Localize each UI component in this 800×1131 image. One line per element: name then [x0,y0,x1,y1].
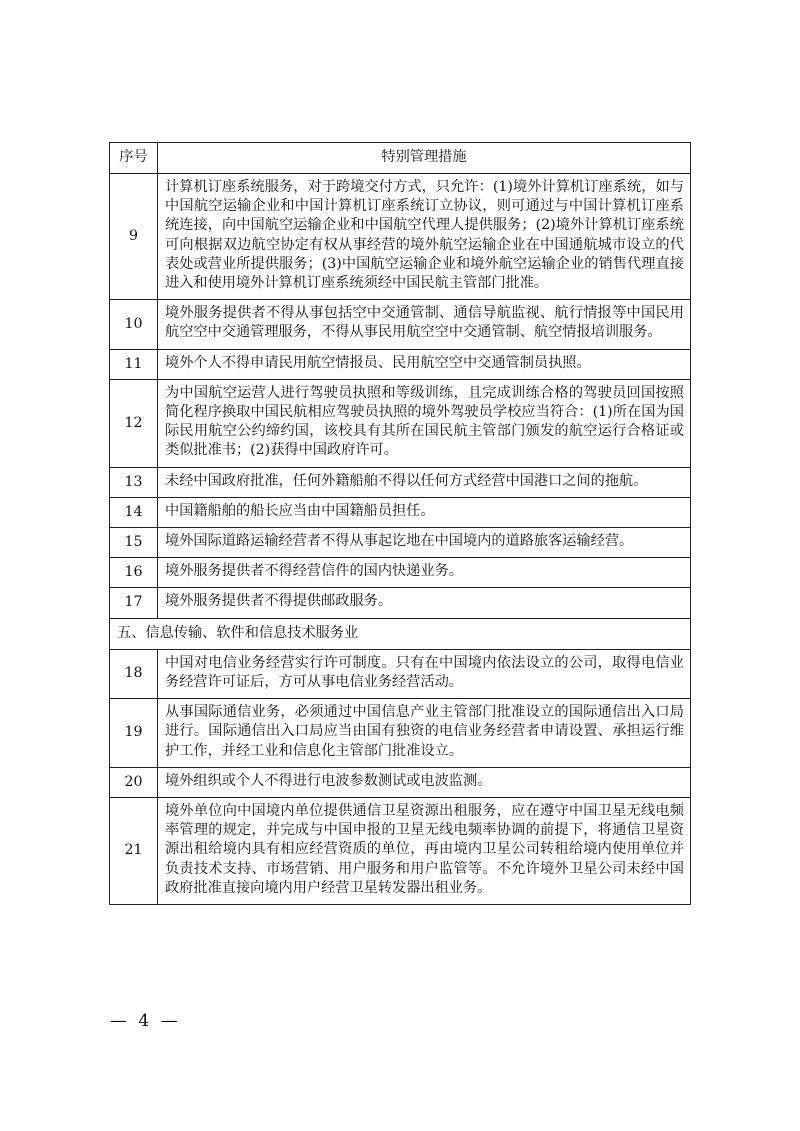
row-measure-text: 中国对电信业务经营实行许可制度。只有在中国境内依法设立的公司，取得电信业务经营许可证后，方可从事电信业务经营活动。 [158,649,691,698]
row-measure-text: 从事国际通信业务，必须通过中国信息产业主管部门批准设立的国际通信出入口局进行。国际通信出入口局应当由国有独资的电信业务经营者申请设置、承担运行维护工作，并经工业和信息化主管部门批准设立。 [158,699,691,768]
row-number: 18 [110,649,158,698]
header-measure: 特别管理措施 [158,143,691,174]
row-measure-text: 为中国航空运营人进行驾驶员执照和等级训练，且完成训练合格的驾驶员回国按照简化程序换取中国民航相应驾驶员执照的境外驾驶员学校应当符合：(1)所在国为国际民用航空公约缔约国，该校具有其所在国民航主管部门颁发的航空运行合格证或类似批准书；(2)获得中国政府许可。 [158,379,691,467]
table-row [110,497,691,527]
table-row [110,767,691,797]
row-measure-text: 中国籍船舶的船长应当由中国籍船员担任。 [158,497,691,527]
table-row [110,699,691,768]
table-section [110,618,691,649]
table-header-row [110,143,691,174]
row-measure-text: 境外服务提供者不得提供邮政服务。 [158,588,691,618]
row-measure-text: 计算机订座系统服务，对于跨境交付方式，只允许：(1)境外计算机订座系统，如与中国航空运输企业和中国计算机订座系统订立协议，则可通过与中国计算机订座系统连接，向中国航空运输企业和中国航空代理人提供服务；(2)境外计算机订座系统可向根据双边航空协定有权从事经营的境外航空运输企业在中国通航城市设立的代表处或营业所提供服务；(3)中国航空运输企业和境外航空运输企业的销售代理直接进入和使用境外计算机订座系统须经中国民航主管部门批准。 [158,174,691,300]
row-measure-text: 境外服务提供者不得经营信件的国内快递业务。 [158,558,691,588]
row-measure-text: 未经中国政府批准，任何外籍船舶不得以任何方式经营中国港口之间的拖航。 [158,467,691,497]
row-number: 20 [110,767,158,797]
row-number: 9 [110,174,158,300]
row-measure-text: 境外单位向中国境内单位提供通信卫星资源出租服务，应在遵守中国卫星无线电频率管理的规定，并完成与中国申报的卫星无线电频率协调的前提下，将通信卫星资源出租给境内具有相应经营资质的单位，再由境内卫星公司转租给境内使用单位并负责技术支持、市场营销、用户服务和用户监管等。不允许境外卫星公司未经中国政府批准直接向境内用户经营卫星转发器出租业务。 [158,798,691,905]
section-title: 五、信息传输、软件和信息技术服务业 [110,618,691,649]
row-measure-text: 境外国际道路运输经营者不得从事起讫地在中国境内的道路旅客运输经营。 [158,528,691,558]
row-number: 12 [110,379,158,467]
table-body-part-a [110,174,691,619]
table-row [110,300,691,349]
table-body-part-b [110,649,691,904]
section-row [110,618,691,649]
table-row [110,467,691,497]
table-row [110,349,691,379]
row-number: 19 [110,699,158,768]
table-row [110,528,691,558]
page-number: — 4 — [110,1011,181,1031]
table-row [110,174,691,300]
row-measure-text: 境外个人不得申请民用航空情报员、民用航空空中交通管制员执照。 [158,349,691,379]
row-number: 13 [110,467,158,497]
table-row [110,558,691,588]
measures-table [109,142,691,905]
table-row [110,649,691,698]
row-measure-text: 境外组织或个人不得进行电波参数测试或电波监测。 [158,767,691,797]
row-number: 15 [110,528,158,558]
row-number: 11 [110,349,158,379]
row-number: 17 [110,588,158,618]
row-number: 10 [110,300,158,349]
table-row [110,798,691,905]
table-row [110,379,691,467]
header-number: 序号 [110,143,158,174]
row-number: 21 [110,798,158,905]
table-row [110,588,691,618]
row-number: 14 [110,497,158,527]
row-measure-text: 境外服务提供者不得从事包括空中交通管制、通信导航监视、航行情报等中国民用航空空中交通管理服务，不得从事民用航空空中交通管制、航空情报培训服务。 [158,300,691,349]
row-number: 16 [110,558,158,588]
